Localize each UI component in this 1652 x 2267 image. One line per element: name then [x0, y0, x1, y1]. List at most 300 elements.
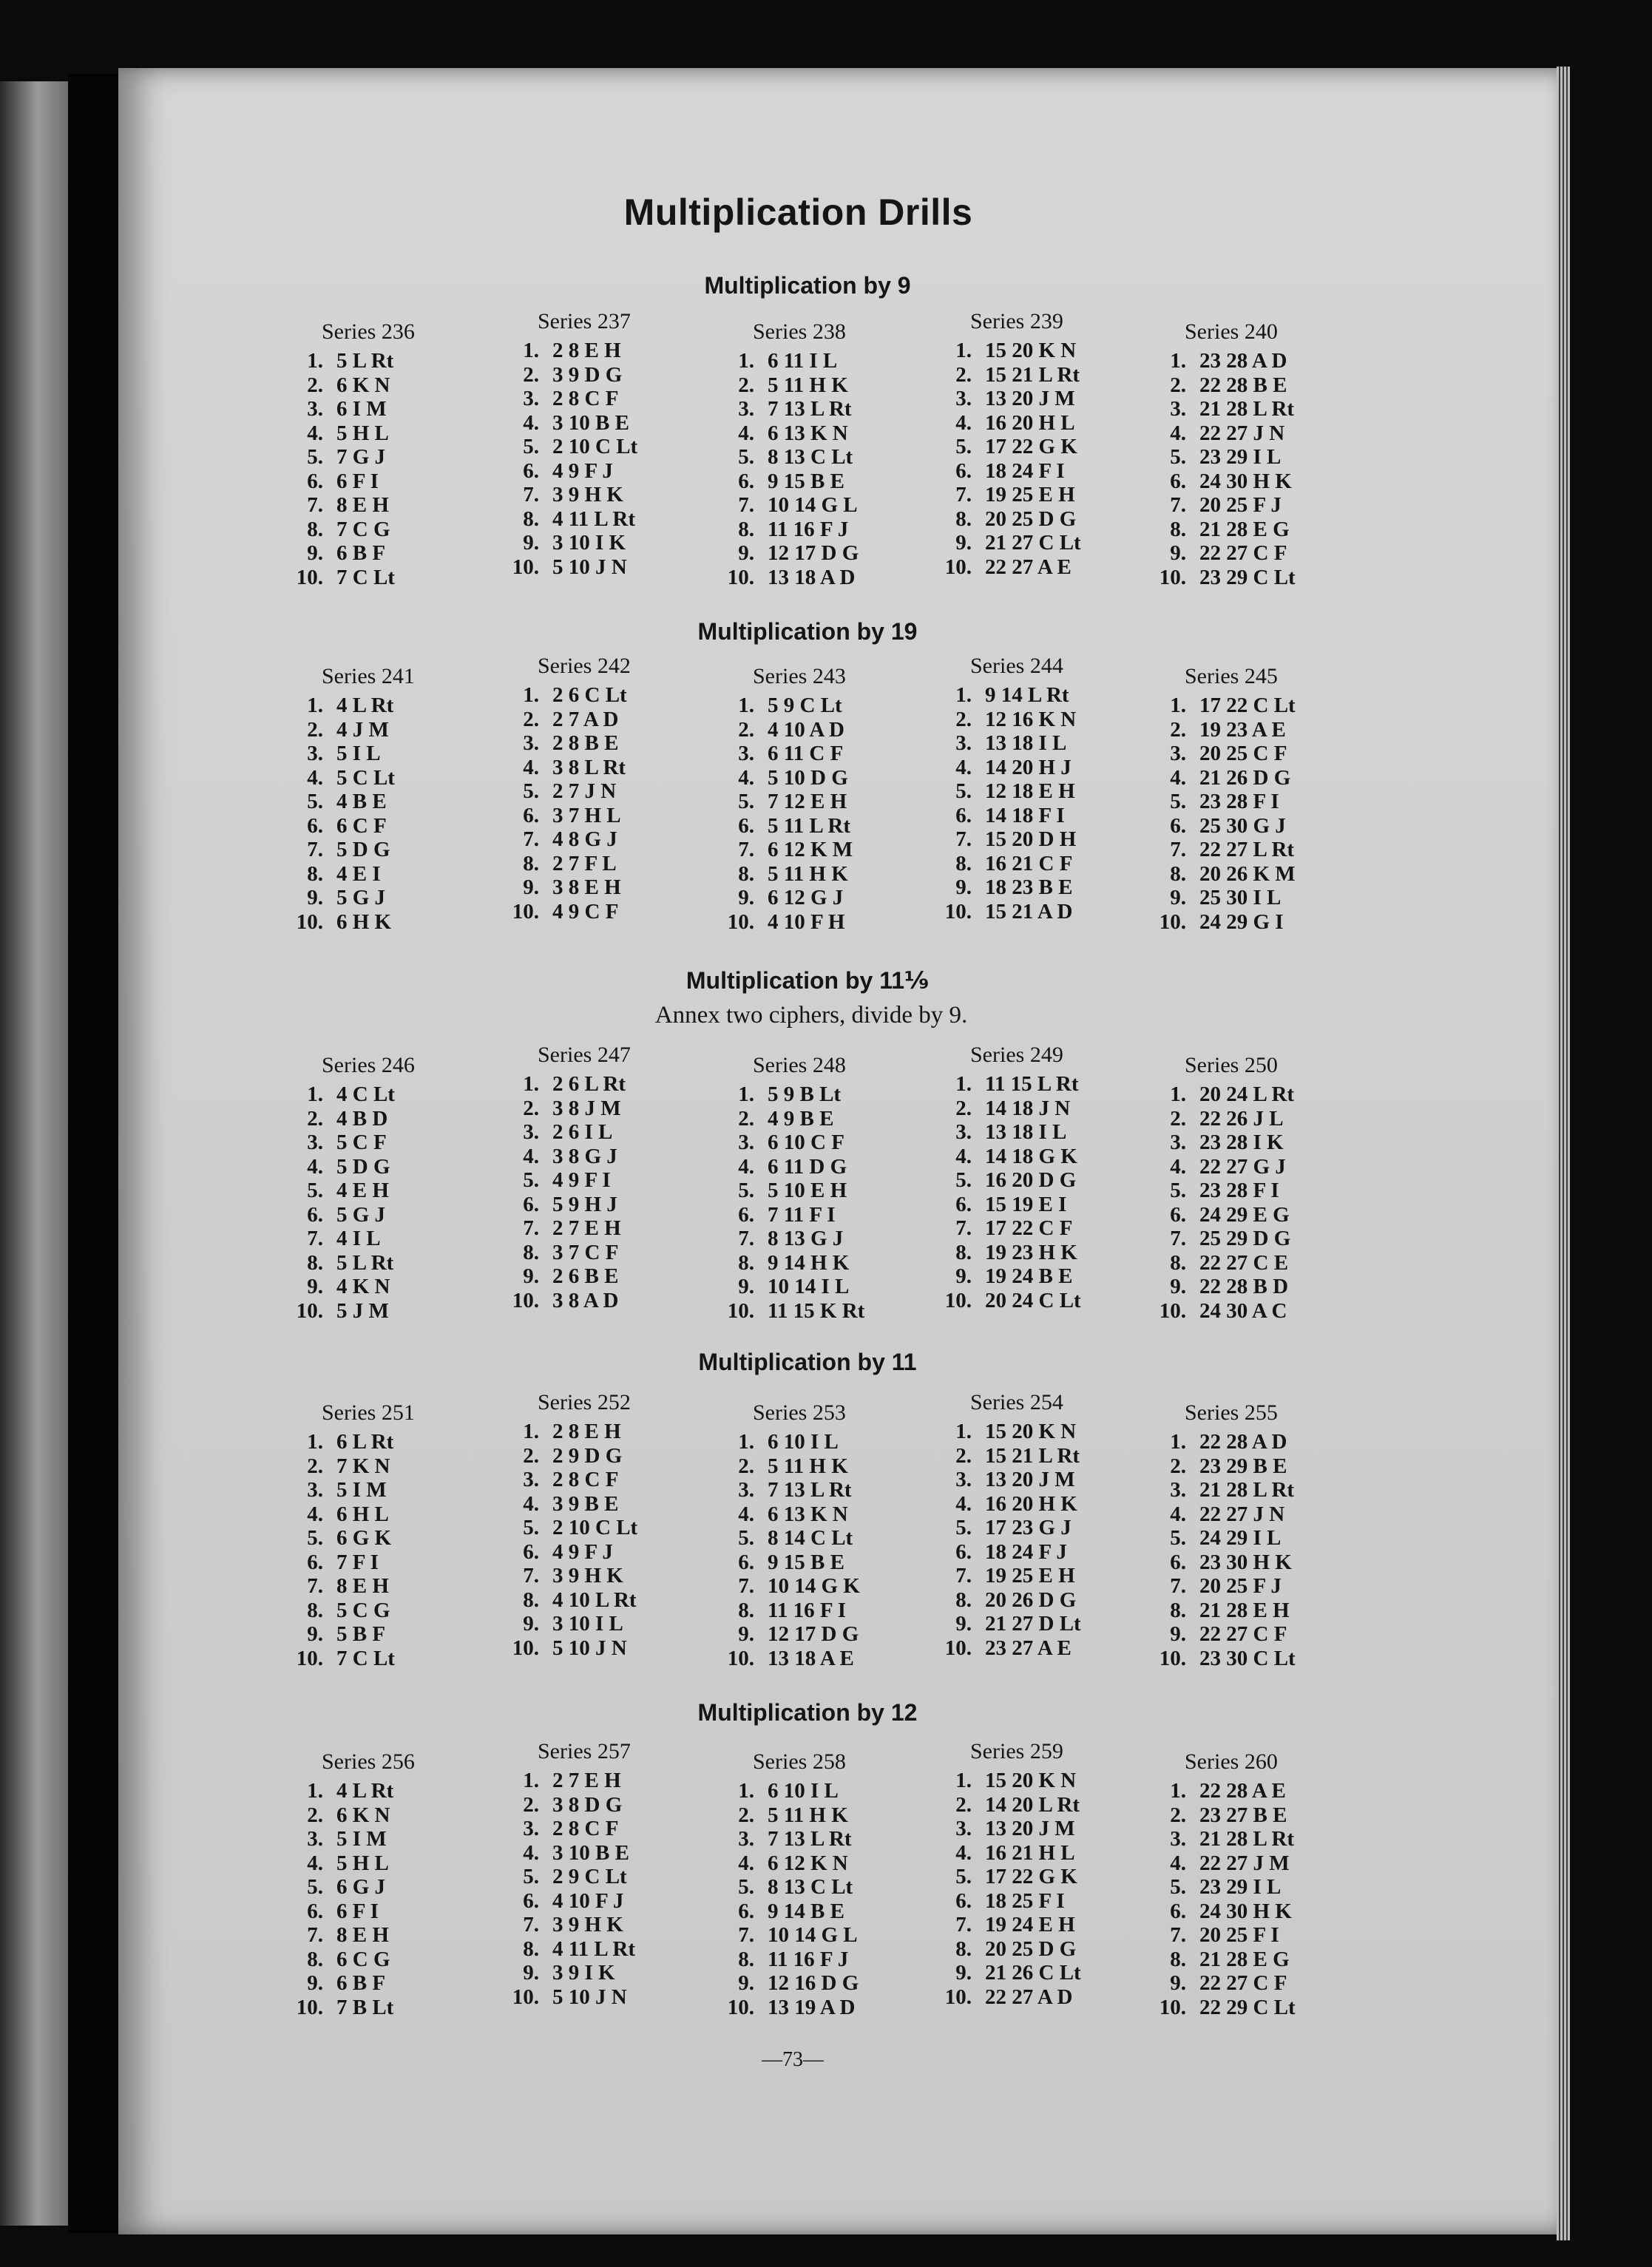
series-label: Series 246 [322, 1053, 415, 1077]
drill-number: 5. [738, 1875, 754, 1899]
drill-text: 20 25 F J [1199, 1574, 1282, 1598]
drill-text: 6 11 C F [768, 742, 844, 765]
drill-item [933, 1588, 1148, 1613]
drill-text: 13 18 A D [768, 565, 856, 589]
drill-item [933, 1241, 1148, 1265]
drill-text: 23 30 C Lt [1199, 1646, 1296, 1670]
drill-number: 10. [296, 1995, 323, 2019]
drill-text: 19 23 H K [985, 1240, 1077, 1264]
drill-number: 5. [955, 779, 972, 803]
drill-text: 4 C Lt [336, 1082, 395, 1106]
drill-item [933, 363, 1148, 387]
drill-number: 9. [307, 1275, 323, 1298]
drill-number: 7. [307, 1227, 323, 1250]
drill-item [501, 779, 715, 804]
drill-number: 7. [738, 838, 754, 861]
drill-item [1148, 1900, 1362, 1924]
drill-item [1148, 1779, 1362, 1803]
drill-text: 15 20 K N [985, 1420, 1077, 1443]
drill-item [501, 1793, 715, 1817]
drill-number: 9. [738, 1622, 754, 1646]
drill-item [716, 886, 930, 910]
drill-number: 10. [944, 1985, 972, 2009]
drill-text: 17 22 G K [985, 1865, 1077, 1888]
series-block [933, 309, 1148, 579]
series-block [285, 1749, 499, 2019]
drill-item [1148, 1622, 1362, 1647]
drill-number: 4. [955, 755, 972, 779]
drill-item [933, 1168, 1148, 1193]
drill-text: 6 B F [336, 1971, 386, 1995]
drill-number: 9. [307, 1622, 323, 1646]
drill-list [1148, 1082, 1362, 1323]
drill-item [1148, 1454, 1362, 1479]
drill-text: 9 14 H K [768, 1250, 850, 1275]
drill-text: 5 9 C Lt [768, 694, 842, 717]
drill-item [501, 1468, 715, 1492]
drill-number: 8. [307, 517, 323, 541]
drill-item [1148, 1131, 1362, 1155]
series-block [1148, 1053, 1362, 1323]
drill-item [501, 1193, 715, 1217]
drill-item [933, 1889, 1148, 1914]
drill-number: 4. [955, 1491, 972, 1516]
series-label: Series 256 [322, 1749, 415, 1774]
drill-text: 21 26 D G [1199, 765, 1291, 790]
drill-number: 5. [1170, 1179, 1186, 1202]
drill-list [933, 1420, 1148, 1660]
drill-item [285, 790, 499, 814]
drill-text: 7 B Lt [336, 1995, 394, 2019]
drill-text: 9 14 B E [768, 1899, 844, 1923]
drill-item [716, 1502, 930, 1527]
drill-item [716, 1599, 930, 1623]
drill-item [501, 1492, 715, 1517]
drill-item [285, 814, 499, 838]
drill-text: 8 14 C Lt [768, 1526, 853, 1550]
drill-number: 8. [955, 1936, 972, 1961]
drill-number: 7. [738, 1574, 754, 1598]
drill-number: 3. [955, 1120, 972, 1144]
drill-text: 4 9 F I [552, 1168, 611, 1192]
drill-number: 6. [307, 1550, 323, 1574]
drill-item [1148, 1971, 1362, 1996]
drill-text: 3 9 H K [552, 1913, 623, 1936]
series-block [933, 1043, 1148, 1312]
drill-number: 9. [307, 1971, 323, 1995]
drill-text: 8 E H [336, 1574, 389, 1598]
drill-text: 22 27 J N [1199, 421, 1285, 445]
series-label: Series 250 [1185, 1053, 1278, 1077]
drill-text: 7 K N [336, 1454, 390, 1478]
drill-text: 5 I M [336, 1478, 387, 1502]
drill-number: 10. [1159, 565, 1186, 589]
drill-text: 6 10 I L [768, 1779, 839, 1803]
drill-number: 9. [1170, 886, 1186, 909]
drill-item [933, 1985, 1148, 2010]
drill-item [1148, 349, 1362, 373]
drill-number: 6. [523, 803, 539, 827]
drill-number: 3. [738, 1827, 754, 1851]
series-block [501, 1739, 715, 2009]
drill-list [285, 349, 499, 589]
drill-number: 9. [738, 1275, 754, 1298]
series-block [716, 1053, 930, 1323]
drill-item [501, 900, 715, 924]
drill-item [501, 1540, 715, 1565]
drill-text: 5 9 B Lt [768, 1082, 842, 1106]
drill-text: 9 15 B E [768, 469, 844, 493]
drill-number: 5. [955, 1865, 972, 1888]
drill-number: 9. [738, 541, 754, 565]
drill-item [933, 1817, 1148, 1841]
drill-text: 7 G J [336, 445, 386, 469]
drill-text: 23 28 A D [1199, 349, 1287, 373]
drill-item [1148, 397, 1362, 421]
drill-item [501, 531, 715, 555]
drill-text: 2 8 C F [552, 1817, 619, 1840]
drill-number: 2. [307, 1106, 323, 1131]
drill-item [501, 1817, 715, 1841]
series-label: Series 260 [1185, 1749, 1278, 1774]
drill-text: 5 10 J N [552, 1636, 627, 1660]
drill-item [501, 683, 715, 708]
drill-text: 12 16 D G [768, 1971, 859, 1995]
drill-item [716, 1551, 930, 1575]
drill-item [1148, 445, 1362, 470]
drill-item [1148, 1251, 1362, 1275]
drill-text: 11 16 F I [768, 1598, 847, 1622]
series-label: Series 255 [1185, 1400, 1278, 1425]
drill-text: 20 25 F I [1199, 1923, 1279, 1947]
drill-list [285, 1779, 499, 2019]
drill-number: 7. [738, 1227, 754, 1250]
drill-text: 5 11 H K [768, 861, 848, 886]
drill-item [501, 1168, 715, 1193]
drill-item [1148, 718, 1362, 742]
drill-item [285, 1851, 499, 1876]
drill-item [933, 1961, 1148, 1985]
drill-number: 9. [307, 541, 323, 565]
drill-item [716, 1779, 930, 1803]
drill-number: 10. [512, 1288, 539, 1312]
drill-text: 24 30 A C [1199, 1298, 1287, 1323]
series-label: Series 258 [753, 1749, 846, 1774]
drill-list [501, 1769, 715, 2009]
drill-item [933, 1841, 1148, 1866]
drill-text: 10 14 I L [768, 1275, 850, 1298]
drill-text: 2 6 L Rt [552, 1072, 626, 1096]
drill-item [716, 373, 930, 398]
drill-text: 23 27 A E [985, 1636, 1072, 1660]
drill-item [501, 1289, 715, 1313]
drill-text: 5 I M [336, 1827, 387, 1851]
drill-text: 3 7 H L [552, 803, 621, 827]
drill-item [716, 1803, 930, 1828]
drill-text: 12 17 D G [768, 1622, 859, 1646]
drill-item [933, 339, 1148, 363]
drill-number: 2. [1170, 373, 1186, 397]
drill-item [716, 1131, 930, 1155]
drill-item [285, 349, 499, 373]
drill-text: 7 C G [336, 517, 390, 541]
drill-text: 22 27 J N [1199, 1502, 1285, 1526]
drill-number: 4. [738, 1502, 754, 1526]
drill-item [933, 731, 1148, 756]
drill-number: 9. [523, 1264, 539, 1288]
drill-item [285, 1647, 499, 1671]
drill-item [933, 435, 1148, 459]
drill-item [1148, 886, 1362, 910]
drill-item [933, 1865, 1148, 1889]
drill-number: 4. [1170, 1502, 1186, 1526]
drill-item [501, 1636, 715, 1661]
drill-item [1148, 1082, 1362, 1107]
drill-item [1148, 1647, 1362, 1671]
drill-number: 9. [1170, 541, 1186, 565]
drill-text: 17 22 C F [985, 1216, 1073, 1240]
drill-number: 2. [1170, 1803, 1186, 1827]
drill-number: 2. [738, 1803, 754, 1827]
section-heading: Multiplication by 11 [698, 1349, 917, 1375]
drill-item [285, 1948, 499, 1972]
drill-list [716, 1779, 930, 2019]
drill-number: 4. [1170, 1154, 1186, 1179]
drill-number: 5. [1170, 1526, 1186, 1550]
drill-item [933, 875, 1148, 900]
drill-item [285, 1203, 499, 1227]
drill-item [1148, 1923, 1362, 1948]
drill-text: 5 11 H K [768, 1454, 848, 1478]
drill-item [716, 718, 930, 742]
page-title: Multiplication Drills [623, 192, 973, 233]
page-number: —73— [762, 2048, 824, 2071]
drill-number: 7. [523, 1564, 539, 1587]
drill-text: 5 10 D G [768, 765, 848, 790]
drill-list [1148, 1779, 1362, 2019]
series-block [716, 319, 930, 589]
drill-text: 2 6 C Lt [552, 683, 627, 707]
drill-text: 24 29 G I [1199, 909, 1284, 934]
drill-text: 14 18 G K [985, 1144, 1077, 1168]
drill-number: 5. [955, 1516, 972, 1539]
drill-item [501, 875, 715, 900]
drill-item [933, 900, 1148, 924]
drill-text: 15 21 L Rt [985, 1443, 1080, 1468]
series-block [933, 654, 1148, 924]
drill-text: 5 I L [336, 742, 381, 765]
drill-number: 8. [523, 1936, 539, 1961]
drill-text: 9 15 B E [768, 1550, 844, 1574]
drill-number: 2. [738, 1106, 754, 1131]
drill-item [285, 1923, 499, 1948]
drill-item [501, 1588, 715, 1613]
drill-text: 4 8 G J [552, 827, 617, 851]
drill-number: 9. [738, 886, 754, 909]
drill-number: 1. [307, 1430, 323, 1454]
drill-item [933, 459, 1148, 484]
drill-text: 25 30 G J [1199, 813, 1286, 838]
drill-number: 4. [307, 765, 323, 790]
drill-number: 8. [955, 1240, 972, 1264]
drill-item [285, 1275, 499, 1299]
book-gutter [68, 74, 121, 2233]
drill-number: 7. [738, 1923, 754, 1947]
drill-item [933, 1937, 1148, 1962]
drill-item [1148, 838, 1362, 862]
drill-item [933, 1420, 1148, 1444]
drill-item [285, 694, 499, 718]
drill-number: 1. [1170, 694, 1186, 717]
drill-number: 7. [955, 1564, 972, 1587]
drill-number: 9. [955, 1612, 972, 1636]
drill-text: 6 K N [336, 373, 390, 397]
drill-number: 6. [955, 458, 972, 483]
series-block [1148, 664, 1362, 934]
drill-number: 8. [523, 1587, 539, 1612]
drill-item [501, 1216, 715, 1241]
drill-item [285, 910, 499, 935]
drill-text: 22 28 B E [1199, 373, 1287, 397]
series-label: Series 241 [322, 664, 415, 688]
drill-item [501, 708, 715, 732]
series-label: Series 252 [538, 1390, 631, 1414]
drill-text: 21 28 E G [1199, 1947, 1290, 1971]
drill-number: 2. [955, 1443, 972, 1468]
drill-item [501, 827, 715, 852]
drill-text: 8 E H [336, 1923, 389, 1947]
drill-item [716, 1923, 930, 1948]
drill-number: 4. [307, 421, 323, 445]
drill-text: 19 25 E H [985, 483, 1075, 506]
series-label: Series 245 [1185, 664, 1278, 688]
drill-number: 10. [944, 1636, 972, 1660]
drill-number: 7. [523, 483, 539, 506]
drill-text: 13 18 A E [768, 1646, 854, 1670]
drill-item [501, 1913, 715, 1937]
drill-text: 2 7 A D [552, 707, 619, 731]
drill-text: 10 14 G L [768, 1923, 858, 1947]
drill-number: 8. [738, 861, 754, 886]
drill-text: 4 10 A D [768, 717, 844, 742]
drill-item [933, 827, 1148, 852]
drill-text: 10 14 G L [768, 493, 858, 517]
drill-item [1148, 518, 1362, 542]
drill-number: 5. [738, 1526, 754, 1550]
drill-item [285, 1971, 499, 1996]
drill-number: 1. [955, 1769, 972, 1792]
drill-number: 5. [523, 1168, 539, 1192]
drill-text: 22 27 C F [1199, 1622, 1287, 1646]
drill-number: 8. [955, 851, 972, 875]
drill-text: 5 10 J N [552, 1985, 627, 2009]
drill-item [285, 1574, 499, 1599]
drill-item [285, 766, 499, 790]
drill-item [285, 1131, 499, 1155]
drill-item [285, 1227, 499, 1251]
drill-item [933, 555, 1148, 580]
drill-list [933, 683, 1148, 924]
drill-number: 7. [1170, 838, 1186, 861]
drill-text: 4 J M [336, 717, 389, 742]
drill-number: 6. [307, 1899, 323, 1923]
series-label: Series 249 [970, 1043, 1063, 1067]
drill-item [1148, 421, 1362, 446]
drill-number: 9. [1170, 1622, 1186, 1646]
drill-number: 8. [738, 1598, 754, 1622]
drill-text: 20 25 D G [985, 506, 1077, 531]
drill-text: 24 30 H K [1199, 469, 1292, 493]
drill-text: 2 7 E H [552, 1769, 621, 1792]
drill-item [933, 804, 1148, 828]
drill-item [501, 387, 715, 411]
section-heading: Multiplication by 12 [697, 1699, 918, 1726]
drill-item [716, 1900, 930, 1924]
drill-number: 4. [307, 1154, 323, 1179]
drill-number: 3. [738, 397, 754, 421]
drill-item [501, 804, 715, 828]
drill-text: 5 D G [336, 838, 390, 861]
drill-text: 2 8 C F [552, 387, 619, 410]
drill-text: 13 20 J M [985, 1817, 1075, 1840]
drill-text: 18 23 B E [985, 875, 1073, 899]
drill-text: 20 25 D G [985, 1936, 1077, 1961]
drill-item [933, 1540, 1148, 1565]
drill-item [933, 1612, 1148, 1636]
drill-number: 2. [1170, 1454, 1186, 1478]
drill-text: 6 10 C F [768, 1131, 844, 1154]
drill-number: 8. [307, 861, 323, 886]
drill-item [716, 1827, 930, 1851]
drill-text: 2 9 D G [552, 1443, 623, 1468]
drill-list [933, 339, 1148, 579]
drill-number: 5. [738, 445, 754, 469]
drill-number: 1. [738, 1430, 754, 1454]
drill-text: 15 20 K N [985, 339, 1077, 362]
drill-item [716, 814, 930, 838]
drill-number: 2. [955, 1096, 972, 1120]
drill-number: 2. [955, 362, 972, 387]
drill-text: 3 10 I L [552, 1612, 623, 1636]
drill-text: 19 23 A E [1199, 717, 1286, 742]
drill-number: 2. [307, 373, 323, 397]
drill-item [716, 910, 930, 935]
drill-number: 1. [738, 694, 754, 717]
drill-item [933, 1468, 1148, 1492]
drill-item [716, 742, 930, 766]
drill-text: 21 28 E G [1199, 517, 1290, 541]
drill-number: 7. [523, 1216, 539, 1240]
drill-item [1148, 1502, 1362, 1527]
drill-text: 6 K N [336, 1803, 390, 1827]
drill-item [285, 566, 499, 590]
drill-item [933, 507, 1148, 532]
drill-number: 3. [955, 1468, 972, 1491]
drill-text: 8 13 C Lt [768, 445, 853, 469]
drill-item [1148, 1996, 1362, 2020]
drill-number: 1. [738, 1779, 754, 1803]
drill-text: 4 9 F J [552, 1539, 613, 1564]
drill-item [1148, 566, 1362, 590]
drill-number: 5. [955, 1168, 972, 1192]
drill-text: 20 24 C Lt [985, 1288, 1081, 1312]
drill-text: 5 D G [336, 1154, 390, 1179]
drill-number: 2. [307, 717, 323, 742]
drill-text: 6 12 K N [768, 1851, 848, 1875]
drill-number: 6. [1170, 469, 1186, 493]
drill-number: 10. [1159, 1646, 1186, 1670]
drill-item [501, 1420, 715, 1444]
